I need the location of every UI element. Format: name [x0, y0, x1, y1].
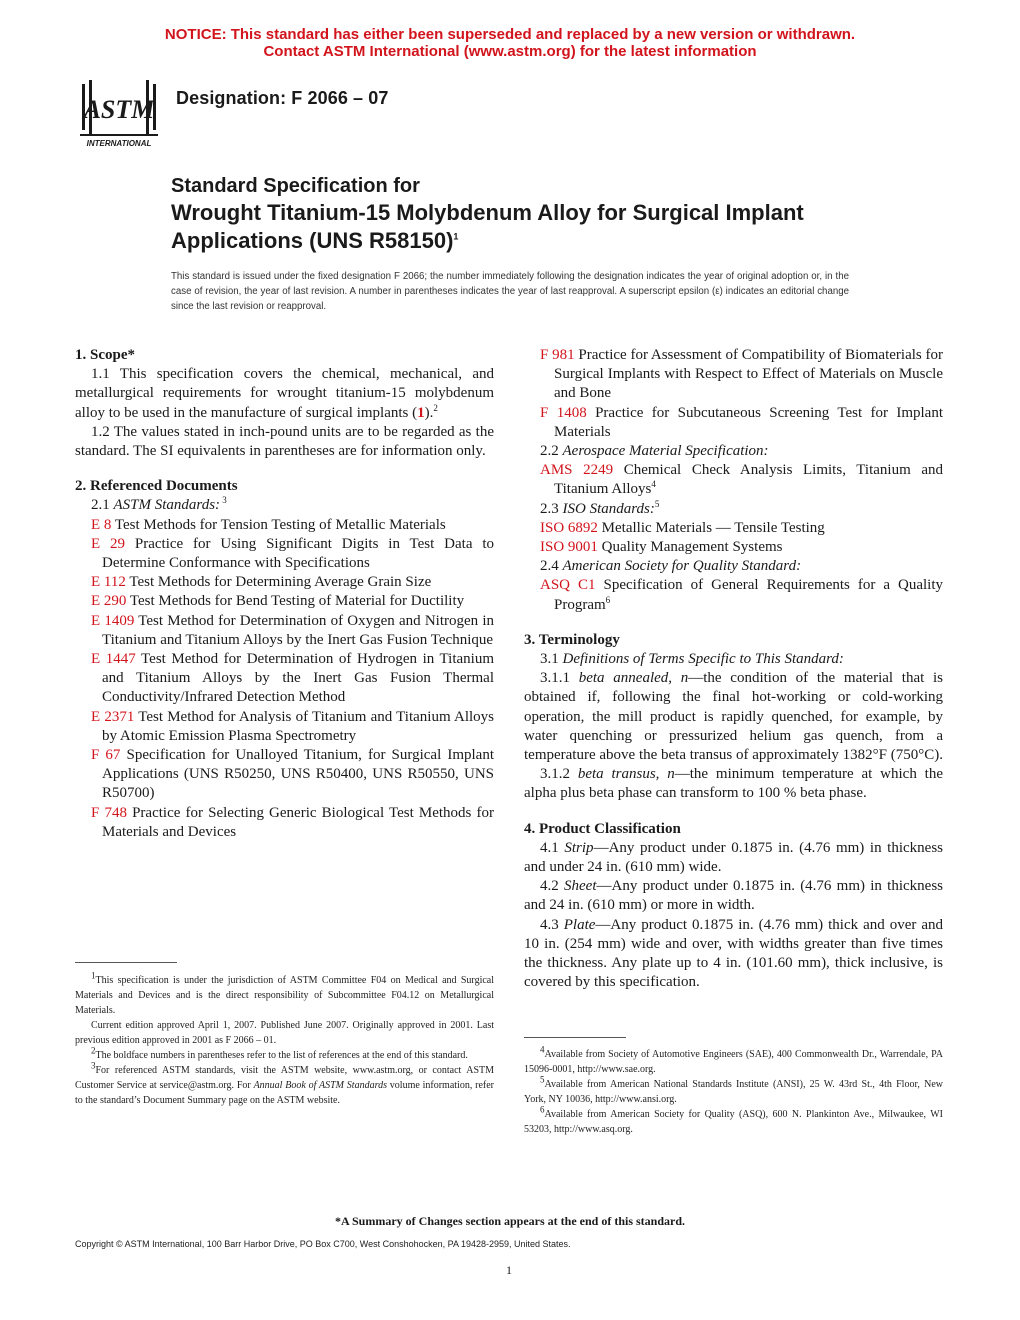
- ref-item: [524, 519, 943, 538]
- footnote-divider: [524, 1037, 626, 1038]
- def-num: 3.1: [540, 651, 563, 668]
- ref-item: [75, 592, 494, 611]
- copyright: Copyright © ASTM International, 100 Barr Harbor Drive, PO Box C700, West Conshohocken, PA 19428-2959, United States.: [75, 1239, 571, 1249]
- ref-text: Quality Management Systems: [597, 539, 783, 556]
- title-line-3-text: Applications (UNS R58150): [171, 228, 454, 253]
- footnotes-right: [524, 1044, 943, 1137]
- ref-code-link[interactable]: F 67: [91, 747, 121, 764]
- ref-item: [75, 650, 494, 708]
- footnote-text: The boldface numbers in parentheses refer to the list of references at the end of this standard.: [95, 1050, 468, 1061]
- term-name: beta annealed, n: [578, 670, 689, 687]
- class-text: —Any product 0.1875 in. (4.76 mm) thick and over and 10 in. (254 mm) wide and over, with widths greater than five times the thickness. Any plate up to 4 in. (101.60 mm), thick inclusive, is covered by this specification.: [524, 916, 944, 991]
- ref-text: Test Method for Determination of Hydrogen in Titanium and Titanium Alloys by the Inert Gas Fusion Thermal Conductivity/Infrared Detection Method: [102, 651, 494, 706]
- asq-label: [524, 557, 943, 576]
- footnote-mark: 1: [91, 970, 96, 981]
- ref-code-link[interactable]: F 748: [91, 804, 127, 821]
- ref-code-link[interactable]: ASQ C1: [540, 577, 596, 594]
- withdrawal-notice: [0, 26, 1020, 60]
- asq-label-text: American Society for Quality Standard:: [562, 558, 802, 575]
- ref-code-link[interactable]: E 1447: [91, 651, 136, 668]
- ref-code-link[interactable]: E 29: [91, 535, 126, 552]
- class-term: Strip: [564, 839, 594, 856]
- ref-item: [524, 404, 943, 442]
- ref-text: Metallic Materials — Tensile Testing: [597, 519, 825, 536]
- notice-line-1: NOTICE: This standard has either been superseded and replaced by a new version or withdrawn.: [164, 26, 856, 43]
- astm-logo-icon: [76, 74, 162, 150]
- class-num: 4.3: [540, 916, 564, 933]
- term-text: —the minimum temperature at which the alpha plus beta phase can transform to 100 % beta phase.: [524, 766, 943, 802]
- ref-code-link[interactable]: ISO 9001: [540, 539, 598, 556]
- ref-item: [75, 516, 494, 535]
- standard-intro: This standard is issued under the fixed designation F 2066; the number immediately following the designation indicates the year of original adoption or, in the case of revision, the year of last revision. A number in parentheses indicates the year of last reapproval. A superscript epsilon (ε) indicates an editorial change since the last revision or reapproval.: [171, 271, 849, 312]
- ref-text: Test Methods for Bend Testing of Material for Ductility: [126, 593, 465, 610]
- term-beta-transus: [524, 765, 943, 803]
- astm-standards-label: [75, 496, 494, 515]
- footnote-mark: 2: [433, 402, 438, 413]
- ref-text: Specification of General Requirements for a Quality Program: [554, 577, 944, 613]
- scope-para-1-end: ).: [424, 404, 434, 421]
- document-title: [171, 174, 951, 255]
- ref-code-link[interactable]: E 290: [91, 593, 127, 610]
- ref-text: Chemical Check Analysis Limits, Titanium and Titanium Alloys: [554, 462, 943, 498]
- footnote-text: Available from American National Standards Institute (ANSI), 25 W. 43rd St., 4th Floor, New York, NY 10036, http://www.ansi.org.: [524, 1079, 943, 1105]
- ref-code-link[interactable]: F 981: [540, 347, 575, 363]
- ref-text: Practice for Using Significant Digits in Test Data to Determine Conformance with Specifications: [102, 535, 494, 572]
- footnote-divider: [75, 962, 177, 963]
- term-name: beta transus, n: [577, 766, 675, 783]
- term-num: 3.1.1: [540, 670, 579, 687]
- scope-para-1: [75, 365, 494, 423]
- asq-num: 2.4: [540, 558, 563, 575]
- left-column: [75, 346, 494, 842]
- reference-link[interactable]: 1: [417, 404, 425, 421]
- ref-item: [75, 746, 494, 804]
- iso-num: 2.3: [540, 500, 563, 517]
- footnotes-left: [75, 970, 494, 1108]
- footnote-mark: 3: [91, 1060, 96, 1071]
- scope-para-2: 1.2 The values stated in inch-pound units are to be regarded as the standard. The SI equivalents in parentheses are for information only.: [75, 423, 494, 460]
- class-term: Plate: [563, 916, 596, 933]
- footnote-6: [524, 1104, 943, 1137]
- footnote-mark: 4: [540, 1044, 545, 1055]
- definitions-label: [524, 650, 943, 669]
- footnote-5: [524, 1074, 943, 1107]
- section-scope-heading: 1. Scope*: [75, 347, 135, 363]
- ref-text: Test Method for Determination of Oxygen and Nitrogen in Titanium and Titanium Alloys by the Inert Gas Fusion Technique: [102, 612, 494, 648]
- title-line-1: Standard Specification for: [171, 175, 420, 197]
- def-label-text: Definitions of Terms Specific to This Standard:: [562, 651, 844, 668]
- ref-text: Practice for Selecting Generic Biological Test Methods for Materials and Devices: [102, 804, 494, 840]
- footnote-mark: 5: [654, 498, 660, 509]
- notice-line-2: Contact ASTM International (www.astm.org) for the latest information: [263, 43, 757, 60]
- designation: Designation: F 2066 – 07: [176, 88, 389, 108]
- class-strip: [524, 839, 943, 877]
- footnote-4: [524, 1044, 943, 1077]
- class-plate: [524, 916, 943, 993]
- ref-text: Practice for Subcutaneous Screening Test for Implant Materials: [554, 404, 944, 440]
- ref-text: Practice for Assessment of Compatibility of Biomaterials for Surgical Implants with Respect to Effect of Materials on Muscle and Bone: [554, 347, 943, 402]
- ref-item: [75, 804, 494, 842]
- section-refdocs-heading: 2. Referenced Documents: [75, 478, 238, 495]
- footnote-italic: Annual Book of ASTM Standards: [253, 1080, 387, 1091]
- logo-subtext: INTERNATIONAL: [86, 139, 152, 148]
- ref-code-link[interactable]: F 1408: [540, 404, 587, 421]
- class-text: —Any product under 0.1875 in. (4.76 mm) in thickness and under 24 in. (610 mm) wide.: [524, 839, 944, 876]
- footnote-text: For referenced ASTM standards, visit the ASTM website, www.astm.org, or contact ASTM Customer Service at service@astm.org. For: [75, 1065, 494, 1091]
- summary-of-changes-note: *A Summary of Changes section appears at the end of this standard.: [334, 1214, 686, 1228]
- footnote-mark: 3: [220, 495, 227, 506]
- ref-code-link[interactable]: ISO 6892: [540, 519, 598, 536]
- footnote-2: [75, 1045, 494, 1063]
- class-text: —Any product under 0.1875 in. (4.76 mm) in thickness and 24 in. (610 mm) or more in width.: [524, 878, 943, 914]
- footnote-1: [75, 970, 494, 1018]
- term-num: 3.1.2: [540, 766, 578, 783]
- astm-label-num: 2.1: [91, 497, 114, 514]
- class-num: 4.2: [540, 878, 564, 895]
- title-line-3: [171, 227, 951, 255]
- iso-label-text: ISO Standards:: [562, 500, 655, 517]
- ref-text: Specification for Unalloyed Titanium, for Surgical Implant Applications (UNS R50250, UNS R50400, UNS R50550, UNS R50700): [102, 747, 494, 802]
- scope-para-1-text: 1.1 This specification covers the chemical, mechanical, and metallurgical requirements for wrought titanium-15 molybdenum alloy to be used in the manufacture of surgical implants (: [75, 366, 494, 421]
- ref-item: [524, 346, 943, 404]
- footnote-mark: 6: [605, 594, 611, 605]
- title-line-2: Wrought Titanium-15 Molybdenum Alloy for Surgical Implant: [171, 200, 804, 225]
- footnote-3: [75, 1060, 494, 1108]
- ref-item: [75, 535, 494, 573]
- footnote-mark: 2: [91, 1045, 96, 1056]
- section-classification-heading: 4. Product Classification: [524, 820, 681, 837]
- iso-label: [524, 500, 943, 519]
- aero-num: 2.2: [540, 443, 563, 460]
- class-num: 4.1: [540, 839, 565, 856]
- ref-item: [75, 612, 494, 650]
- footnote-text: This specification is under the jurisdiction of ASTM Committee F04 on Medical and Surgical Materials and Devices and is the direct responsibility of Subcommittee F04.12 on Metallurgical Materials.: [75, 975, 494, 1016]
- footnote-text: Available from Society of Automotive Engineers (SAE), 400 Commonwealth Dr., Warrendale, PA 15096-0001, http://www.sae.org.: [524, 1049, 943, 1075]
- aero-label-text: Aerospace Material Specification:: [562, 443, 769, 460]
- ref-item: [524, 538, 943, 557]
- section-terminology-heading: 3. Terminology: [524, 631, 620, 648]
- ref-item: [75, 573, 494, 592]
- ref-item: [524, 461, 943, 499]
- footnote-mark: 5: [540, 1074, 545, 1085]
- footnote-text: Available from American Society for Quality (ASQ), 600 N. Plankinton Ave., Milwaukee, WI 53203, http://www.asq.org.: [524, 1109, 943, 1135]
- class-term: Sheet: [564, 878, 597, 895]
- ref-item: [75, 708, 494, 746]
- ref-code-link[interactable]: E 8: [91, 516, 112, 533]
- ref-code-link[interactable]: E 2371: [91, 708, 135, 725]
- footnote-text: volume information, refer to the standard’s Document Summary page on the ASTM website.: [75, 1080, 494, 1106]
- footnote-1b: Current edition approved April 1, 2007. Published June 2007. Originally approved in 2001. Last previous edition approved in 2001 as F 2066 – 01.: [75, 1020, 494, 1046]
- term-beta-annealed: [524, 669, 943, 765]
- ref-text: Test Methods for Determining Average Grain Size: [125, 574, 432, 591]
- footnote-mark: 4: [651, 479, 656, 490]
- ref-code-link[interactable]: E 112: [91, 574, 126, 591]
- ref-text: Test Methods for Tension Testing of Metallic Materials: [111, 516, 446, 533]
- logo-text: ASTM: [83, 95, 155, 124]
- class-sheet: [524, 877, 943, 915]
- ref-code-link[interactable]: E 1409: [91, 612, 135, 629]
- right-column: [524, 346, 943, 993]
- term-text: —the condition of the material that is obtained if, following the final hot-working or cold-working operation, the mill product is rapidly quenched, for example, by water quenching or pressurized helium gas quench, from a temperature above the beta transus of approximately 1382°F (750°C).: [524, 670, 943, 764]
- ref-code-link[interactable]: AMS 2249: [540, 462, 614, 479]
- astm-label-text: ASTM Standards:: [113, 497, 221, 514]
- footnote-mark: 6: [540, 1104, 545, 1115]
- title-footnote-mark: 1: [453, 231, 459, 242]
- ref-text: Test Method for Analysis of Titanium and Titanium Alloys by Atomic Emission Plasma Spectrometry: [102, 708, 494, 744]
- ref-item: [524, 576, 943, 614]
- aerospace-label: [524, 442, 943, 461]
- page-number: 1: [506, 1263, 512, 1277]
